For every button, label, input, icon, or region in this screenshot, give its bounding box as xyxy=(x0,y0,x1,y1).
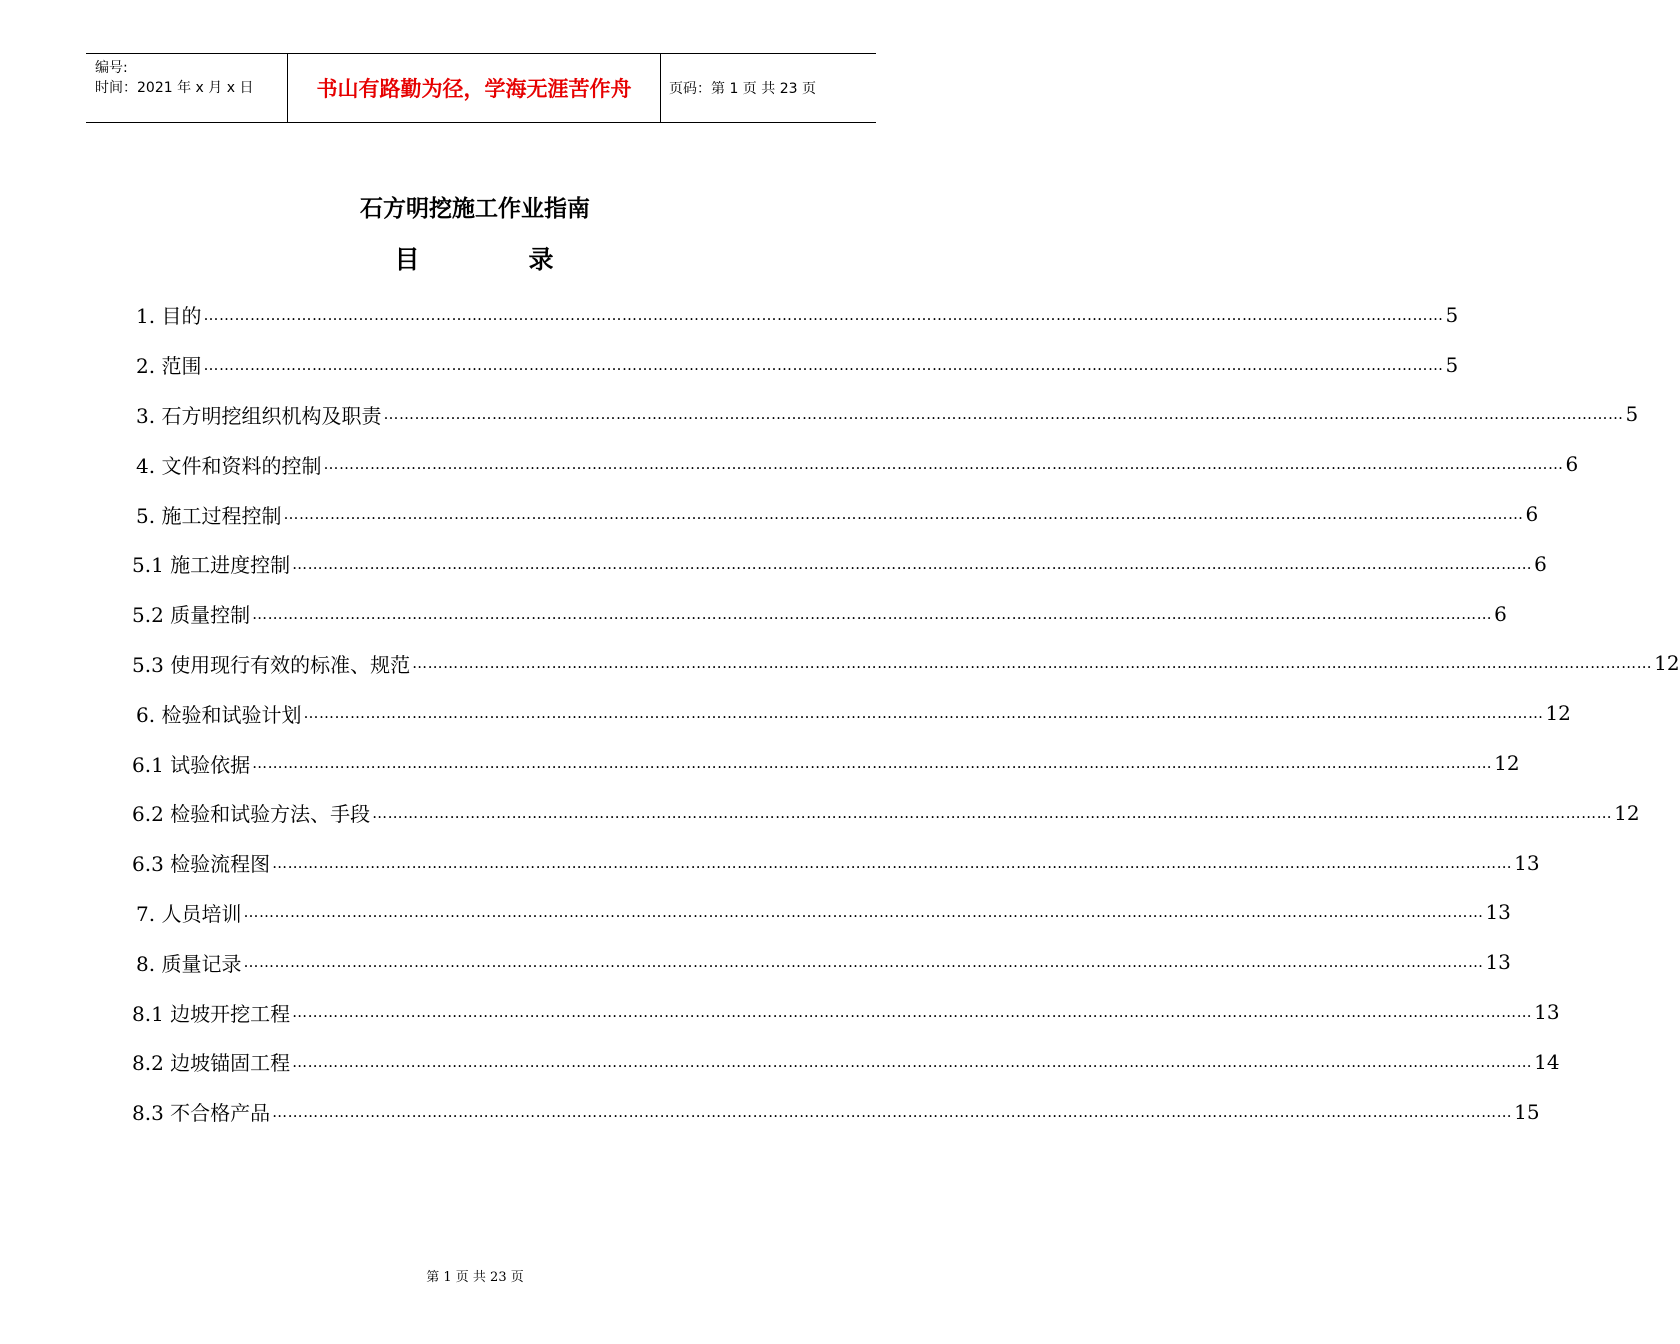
toc-entry-page: 6 xyxy=(1565,452,1579,477)
toc-entry xyxy=(132,838,1540,888)
toc-entry xyxy=(132,340,1459,390)
number-label: 编号: xyxy=(95,60,128,76)
toc-entry-label: 3. 石方明挖组织机构及职责 xyxy=(136,403,382,428)
toc-entry xyxy=(132,589,1507,639)
toc-leader-dots: …………………………………………………………………………………………………………………………………………………………………………………………………………………… xyxy=(383,405,1624,424)
table-of-contents xyxy=(132,290,1680,1137)
toc-entry-page: 13 xyxy=(1485,900,1511,925)
toc-leader-dots: …………………………………………………………………………………………………………………………………………………………………………………………………………………… xyxy=(292,554,1533,573)
toc-entry xyxy=(132,290,1459,340)
toc-entry-page: 13 xyxy=(1534,1000,1560,1025)
toc-entry-label: 5.1 施工进度控制 xyxy=(132,553,291,578)
toc-entry-page: 13 xyxy=(1514,850,1540,875)
toc-leader-dots: …………………………………………………………………………………………………………………………………………………………………………………………………………………… xyxy=(292,1052,1533,1071)
toc-entry xyxy=(132,688,1571,738)
toc-entry xyxy=(132,1087,1540,1137)
toc-leader-dots: …………………………………………………………………………………………………………………………………………………………………………………………………………………… xyxy=(243,953,1484,972)
header-left-cell xyxy=(86,54,287,122)
toc-entry-page: 5 xyxy=(1445,302,1459,327)
toc-entry-label: 8.3 不合格产品 xyxy=(132,1101,271,1126)
toc-entry-label: 1. 目的 xyxy=(136,304,202,329)
toc-entry-page: 6 xyxy=(1525,502,1539,527)
toc-entry xyxy=(132,788,1640,838)
document-header xyxy=(86,53,876,123)
toc-leader-dots: …………………………………………………………………………………………………………………………………………………………………………………………………………………… xyxy=(272,853,1513,872)
toc-entry xyxy=(132,937,1511,987)
toc-entry-label: 6.1 试验依据 xyxy=(132,752,251,777)
toc-entry-label: 5.2 质量控制 xyxy=(132,603,251,628)
time-label: 时间：2021 年 x 月 x 日 xyxy=(95,80,254,96)
toc-entry-label: 5.3 使用现行有效的标准、规范 xyxy=(132,652,411,677)
toc-entry-page: 12 xyxy=(1494,751,1520,776)
toc-entry-label: 5. 施工过程控制 xyxy=(136,503,282,528)
toc-leader-dots: …………………………………………………………………………………………………………………………………………………………………………………………………………………… xyxy=(272,1102,1513,1121)
toc-leader-dots: …………………………………………………………………………………………………………………………………………………………………………………………………………………… xyxy=(412,654,1653,673)
page-footer: 第 1 页 共 23 页 xyxy=(426,1270,524,1285)
toc-entry-label: 6. 检验和试验计划 xyxy=(136,702,302,727)
toc-entry-label: 8. 质量记录 xyxy=(136,951,242,976)
page-info: 页码：第 1 页 共 23 页 xyxy=(669,81,816,97)
toc-entry-label: 6.3 检验流程图 xyxy=(132,852,271,877)
toc-entry-page: 6 xyxy=(1534,551,1547,576)
toc-leader-dots: …………………………………………………………………………………………………………………………………………………………………………………………………………………… xyxy=(303,704,1544,723)
toc-entry xyxy=(132,1037,1560,1087)
toc-entry-page: 14 xyxy=(1534,1049,1560,1074)
toc-leader-dots: …………………………………………………………………………………………………………………………………………………………………………………………………………………… xyxy=(203,355,1444,374)
toc-leader-dots: …………………………………………………………………………………………………………………………………………………………………………………………………………………… xyxy=(252,604,1493,623)
toc-leader-dots: …………………………………………………………………………………………………………………………………………………………………………………………………………………… xyxy=(252,754,1493,773)
toc-entry-label: 7. 人员培训 xyxy=(136,901,242,926)
toc-entry xyxy=(132,888,1511,938)
toc-entry-page: 13 xyxy=(1485,950,1511,975)
toc-entry xyxy=(132,489,1539,539)
toc-entry-label: 8.2 边坡锚固工程 xyxy=(132,1051,291,1076)
toc-entry-page: 12 xyxy=(1654,651,1680,676)
toc-entry-label: 6.2 检验和试验方法、手段 xyxy=(132,802,371,827)
toc-entry-page: 15 xyxy=(1514,1099,1540,1124)
toc-entry xyxy=(132,639,1680,689)
toc-entry-page: 5 xyxy=(1625,402,1639,427)
header-middle-cell xyxy=(287,54,661,122)
toc-entry-page: 6 xyxy=(1494,601,1507,626)
toc-entry-page: 12 xyxy=(1614,800,1640,825)
toc-leader-dots: …………………………………………………………………………………………………………………………………………………………………………………………………………………… xyxy=(292,1003,1533,1022)
toc-entry-label: 4. 文件和资料的控制 xyxy=(136,453,322,478)
toc-entry xyxy=(132,390,1639,440)
toc-entry xyxy=(132,439,1579,489)
toc-leader-dots: …………………………………………………………………………………………………………………………………………………………………………………………………………………… xyxy=(323,455,1564,474)
toc-entry-page: 5 xyxy=(1445,352,1459,377)
toc-leader-dots: …………………………………………………………………………………………………………………………………………………………………………………………………………………… xyxy=(372,803,1613,822)
toc-entry xyxy=(132,539,1547,589)
header-right-cell xyxy=(661,54,876,122)
toc-entry xyxy=(132,738,1520,788)
toc-leader-dots: …………………………………………………………………………………………………………………………………………………………………………………………………………………… xyxy=(243,903,1484,922)
toc-leader-dots: …………………………………………………………………………………………………………………………………………………………………………………………………………………… xyxy=(203,305,1444,324)
toc-entry-label: 2. 范围 xyxy=(136,354,202,379)
toc-entry-page: 12 xyxy=(1545,701,1571,726)
toc-entry-label: 8.1 边坡开挖工程 xyxy=(132,1001,291,1026)
toc-entry xyxy=(132,987,1560,1037)
header-motto: 书山有路勤为径，学海无涯苦作舟 xyxy=(316,77,632,101)
toc-heading: 目 录 xyxy=(394,245,556,274)
toc-leader-dots: …………………………………………………………………………………………………………………………………………………………………………………………………………………… xyxy=(283,505,1524,524)
document-title: 石方明挖施工作业指南 xyxy=(360,196,590,222)
